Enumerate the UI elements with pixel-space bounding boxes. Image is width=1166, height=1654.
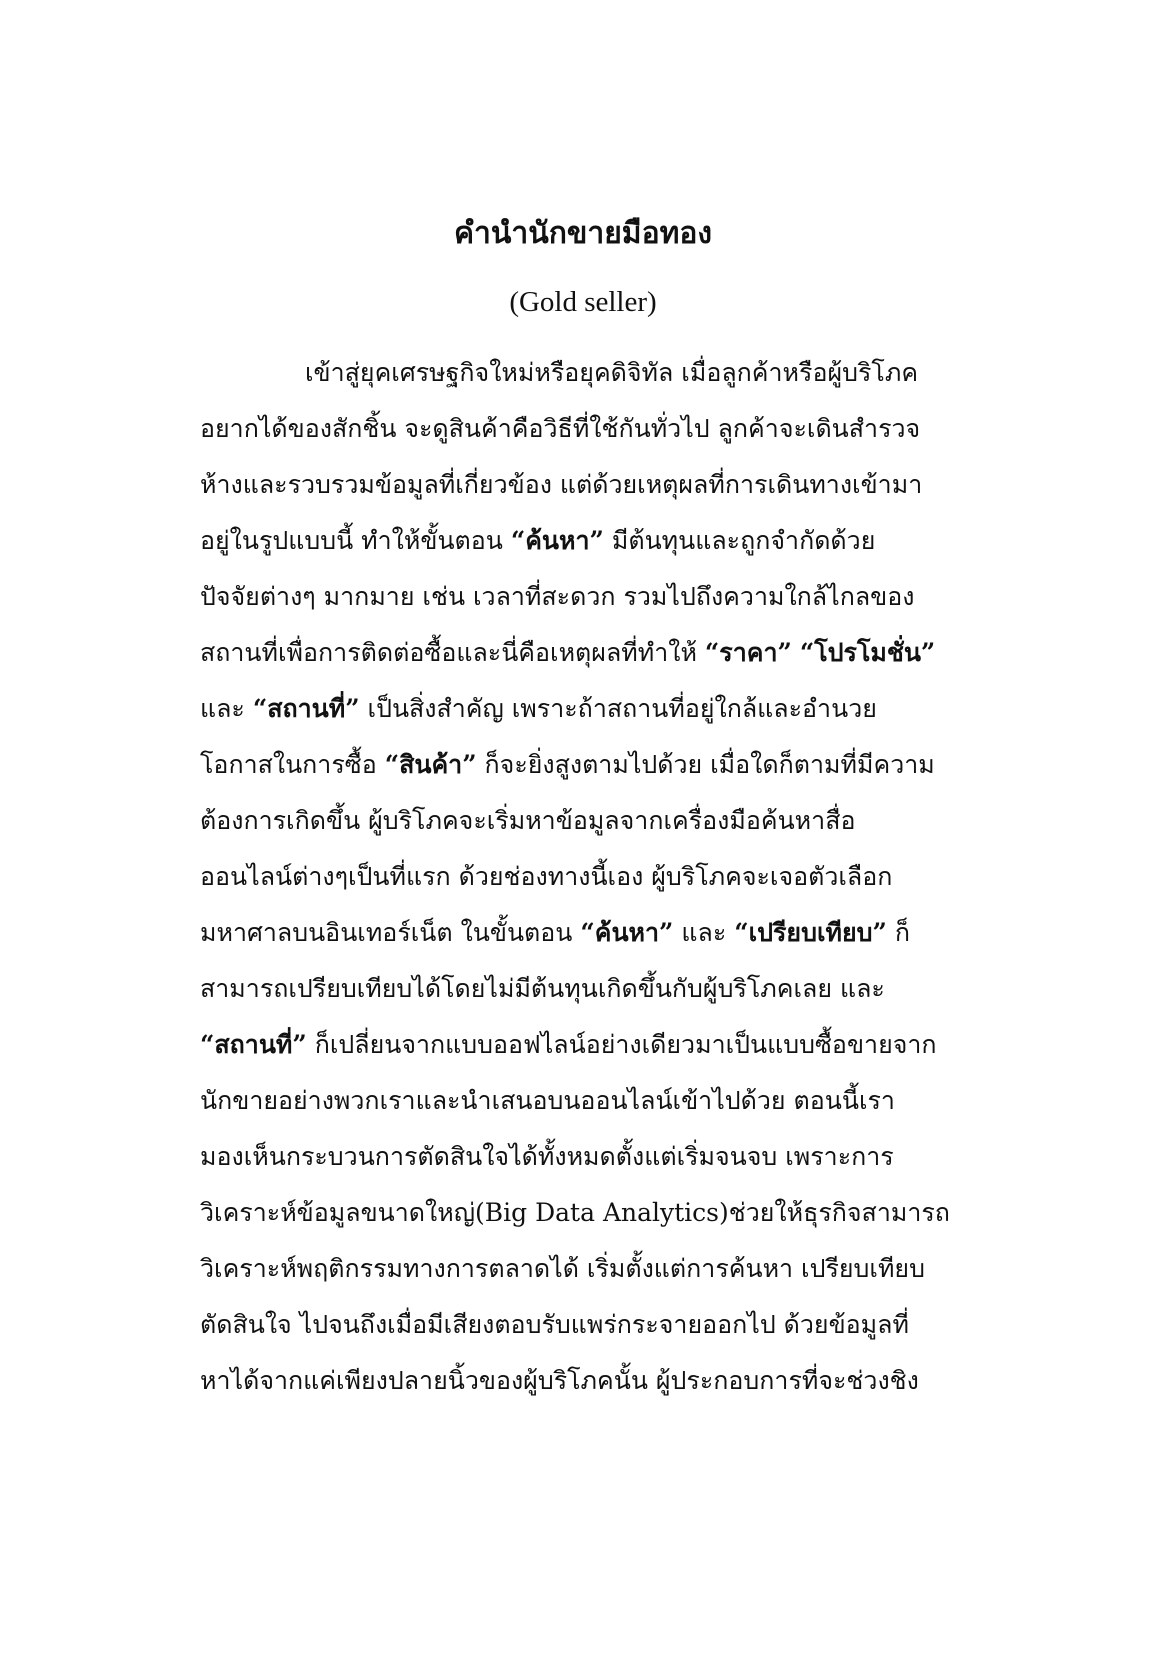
text-segment: ห้างและรวบรวมข้อมูลที่เกี่ยวข้อง แต่ด้วยเหตุผลที่การเดินทางเข้ามา <box>200 470 923 499</box>
text-segment: นักขายอย่างพวกเราและนำเสนอบนออนไลน์เข้าไปด้วย ตอนนี้เรา <box>200 1086 895 1115</box>
text-segment: ปัจจัยต่างๆ มากมาย เช่น เวลาที่สะดวก รวมไปถึงความใกล้ไกลของ <box>200 582 915 611</box>
text-segment: สถานที่เพื่อการติดต่อซื้อและนี่คือเหตุผลที่ทำให้ <box>200 638 705 667</box>
emphasis-text: “สถานที่” <box>200 1030 307 1059</box>
text-segment: และ <box>200 694 253 723</box>
emphasis-text: “ราคา” <box>704 638 792 667</box>
text-segment: เป็นสิ่งสำคัญ เพราะถ้าสถานที่อยู่ใกล้และอำนวย <box>359 694 877 723</box>
emphasis-text: “สถานที่” <box>252 694 360 723</box>
text-line <box>200 1353 980 1409</box>
text-line <box>200 625 980 681</box>
text-segment: หาได้จากแค่เพียงปลายนิ้วของผู้บริโภคนั้น ผู้ประกอบการที่จะช่วงชิง <box>200 1366 919 1395</box>
text-line <box>200 513 980 569</box>
text-line <box>200 1073 980 1129</box>
text-segment: ออนไลน์ต่างๆเป็นที่แรก ด้วยช่องทางนี้เอง ผู้บริโภคจะเจอตัวเลือก <box>200 862 893 891</box>
emphasis-text: “ค้นหา” <box>580 918 674 947</box>
emphasis-text: “เปรียบเทียบ” <box>734 918 887 947</box>
text-segment: ก็ <box>886 918 910 947</box>
text-segment: เข้าสู่ยุคเศรษฐกิจใหม่หรือยุคดิจิทัล เมื่อลูกค้าหรือผู้บริโภค <box>305 358 919 387</box>
text-segment: มหาศาลบนอินเทอร์เน็ต ในขั้นตอน <box>200 918 581 947</box>
text-segment: สามารถเปรียบเทียบได้โดยไม่มีต้นทุนเกิดขึ้นกับผู้บริโภคเลย และ <box>200 974 885 1003</box>
text-segment: และ <box>673 918 735 947</box>
emphasis-text: “สินค้า” <box>384 750 477 779</box>
text-line <box>200 737 980 793</box>
text-segment: ต้องการเกิดขึ้น ผู้บริโภคจะเริ่มหาข้อมูลจากเครื่องมือค้นหาสื่อ <box>200 806 856 835</box>
text-line <box>200 961 980 1017</box>
text-segment: อยากได้ของสักชิ้น จะดูสินค้าคือวิธีที่ใช้กันทั่วไป ลูกค้าจะเดินสำรวจ <box>200 414 921 443</box>
text-line <box>200 1185 980 1241</box>
text-segment: ก็จะยิ่งสูงตามไปด้วย เมื่อใดก็ตามที่มีความ <box>476 750 935 779</box>
text-line <box>200 793 980 849</box>
text-line <box>200 1017 980 1073</box>
text-line <box>200 905 980 961</box>
text-segment: ก็เปลี่ยนจากแบบออฟไลน์อย่างเดียวมาเป็นแบบซื้อขายจาก <box>306 1030 937 1059</box>
text-segment: มองเห็นกระบวนการตัดสินใจได้ทั้งหมดตั้งแต่เริ่มจนจบ เพราะการ <box>200 1142 894 1171</box>
document-subtitle: (Gold seller) <box>509 286 657 318</box>
emphasis-text: “โปรโมชั่น” <box>799 638 936 667</box>
document-title: คำนำนักขายมือทอง <box>453 216 713 251</box>
text-line <box>200 681 980 737</box>
text-line <box>200 345 980 401</box>
text-segment: มีต้นทุนและถูกจำกัดด้วย <box>603 526 876 555</box>
emphasis-text: “ค้นหา” <box>510 526 604 555</box>
text-line <box>200 401 980 457</box>
text-segment: อยู่ในรูปแบบนี้ ทำให้ขั้นตอน <box>200 526 511 555</box>
text-segment: วิเคราะห์พฤติกรรมทางการตลาดได้ เริ่มตั้งแต่การค้นหา เปรียบเทียบ <box>200 1254 925 1283</box>
text-segment: ตัดสินใจ ไปจนถึงเมื่อมีเสียงตอบรับแพร่กระจายออกไป ด้วยข้อมูลที่ <box>200 1310 909 1339</box>
text-segment: โอกาสในการซื้อ <box>200 750 385 779</box>
text-segment <box>792 638 800 667</box>
body-paragraph <box>200 345 980 1409</box>
text-line <box>200 1241 980 1297</box>
text-line <box>200 1129 980 1185</box>
text-segment: วิเคราะห์ข้อมูลขนาดใหญ่(Big Data Analytics)ช่วยให้ธุรกิจสามารถ <box>200 1198 950 1227</box>
text-line <box>200 1297 980 1353</box>
text-line <box>200 849 980 905</box>
text-line <box>200 569 980 625</box>
text-line <box>200 457 980 513</box>
